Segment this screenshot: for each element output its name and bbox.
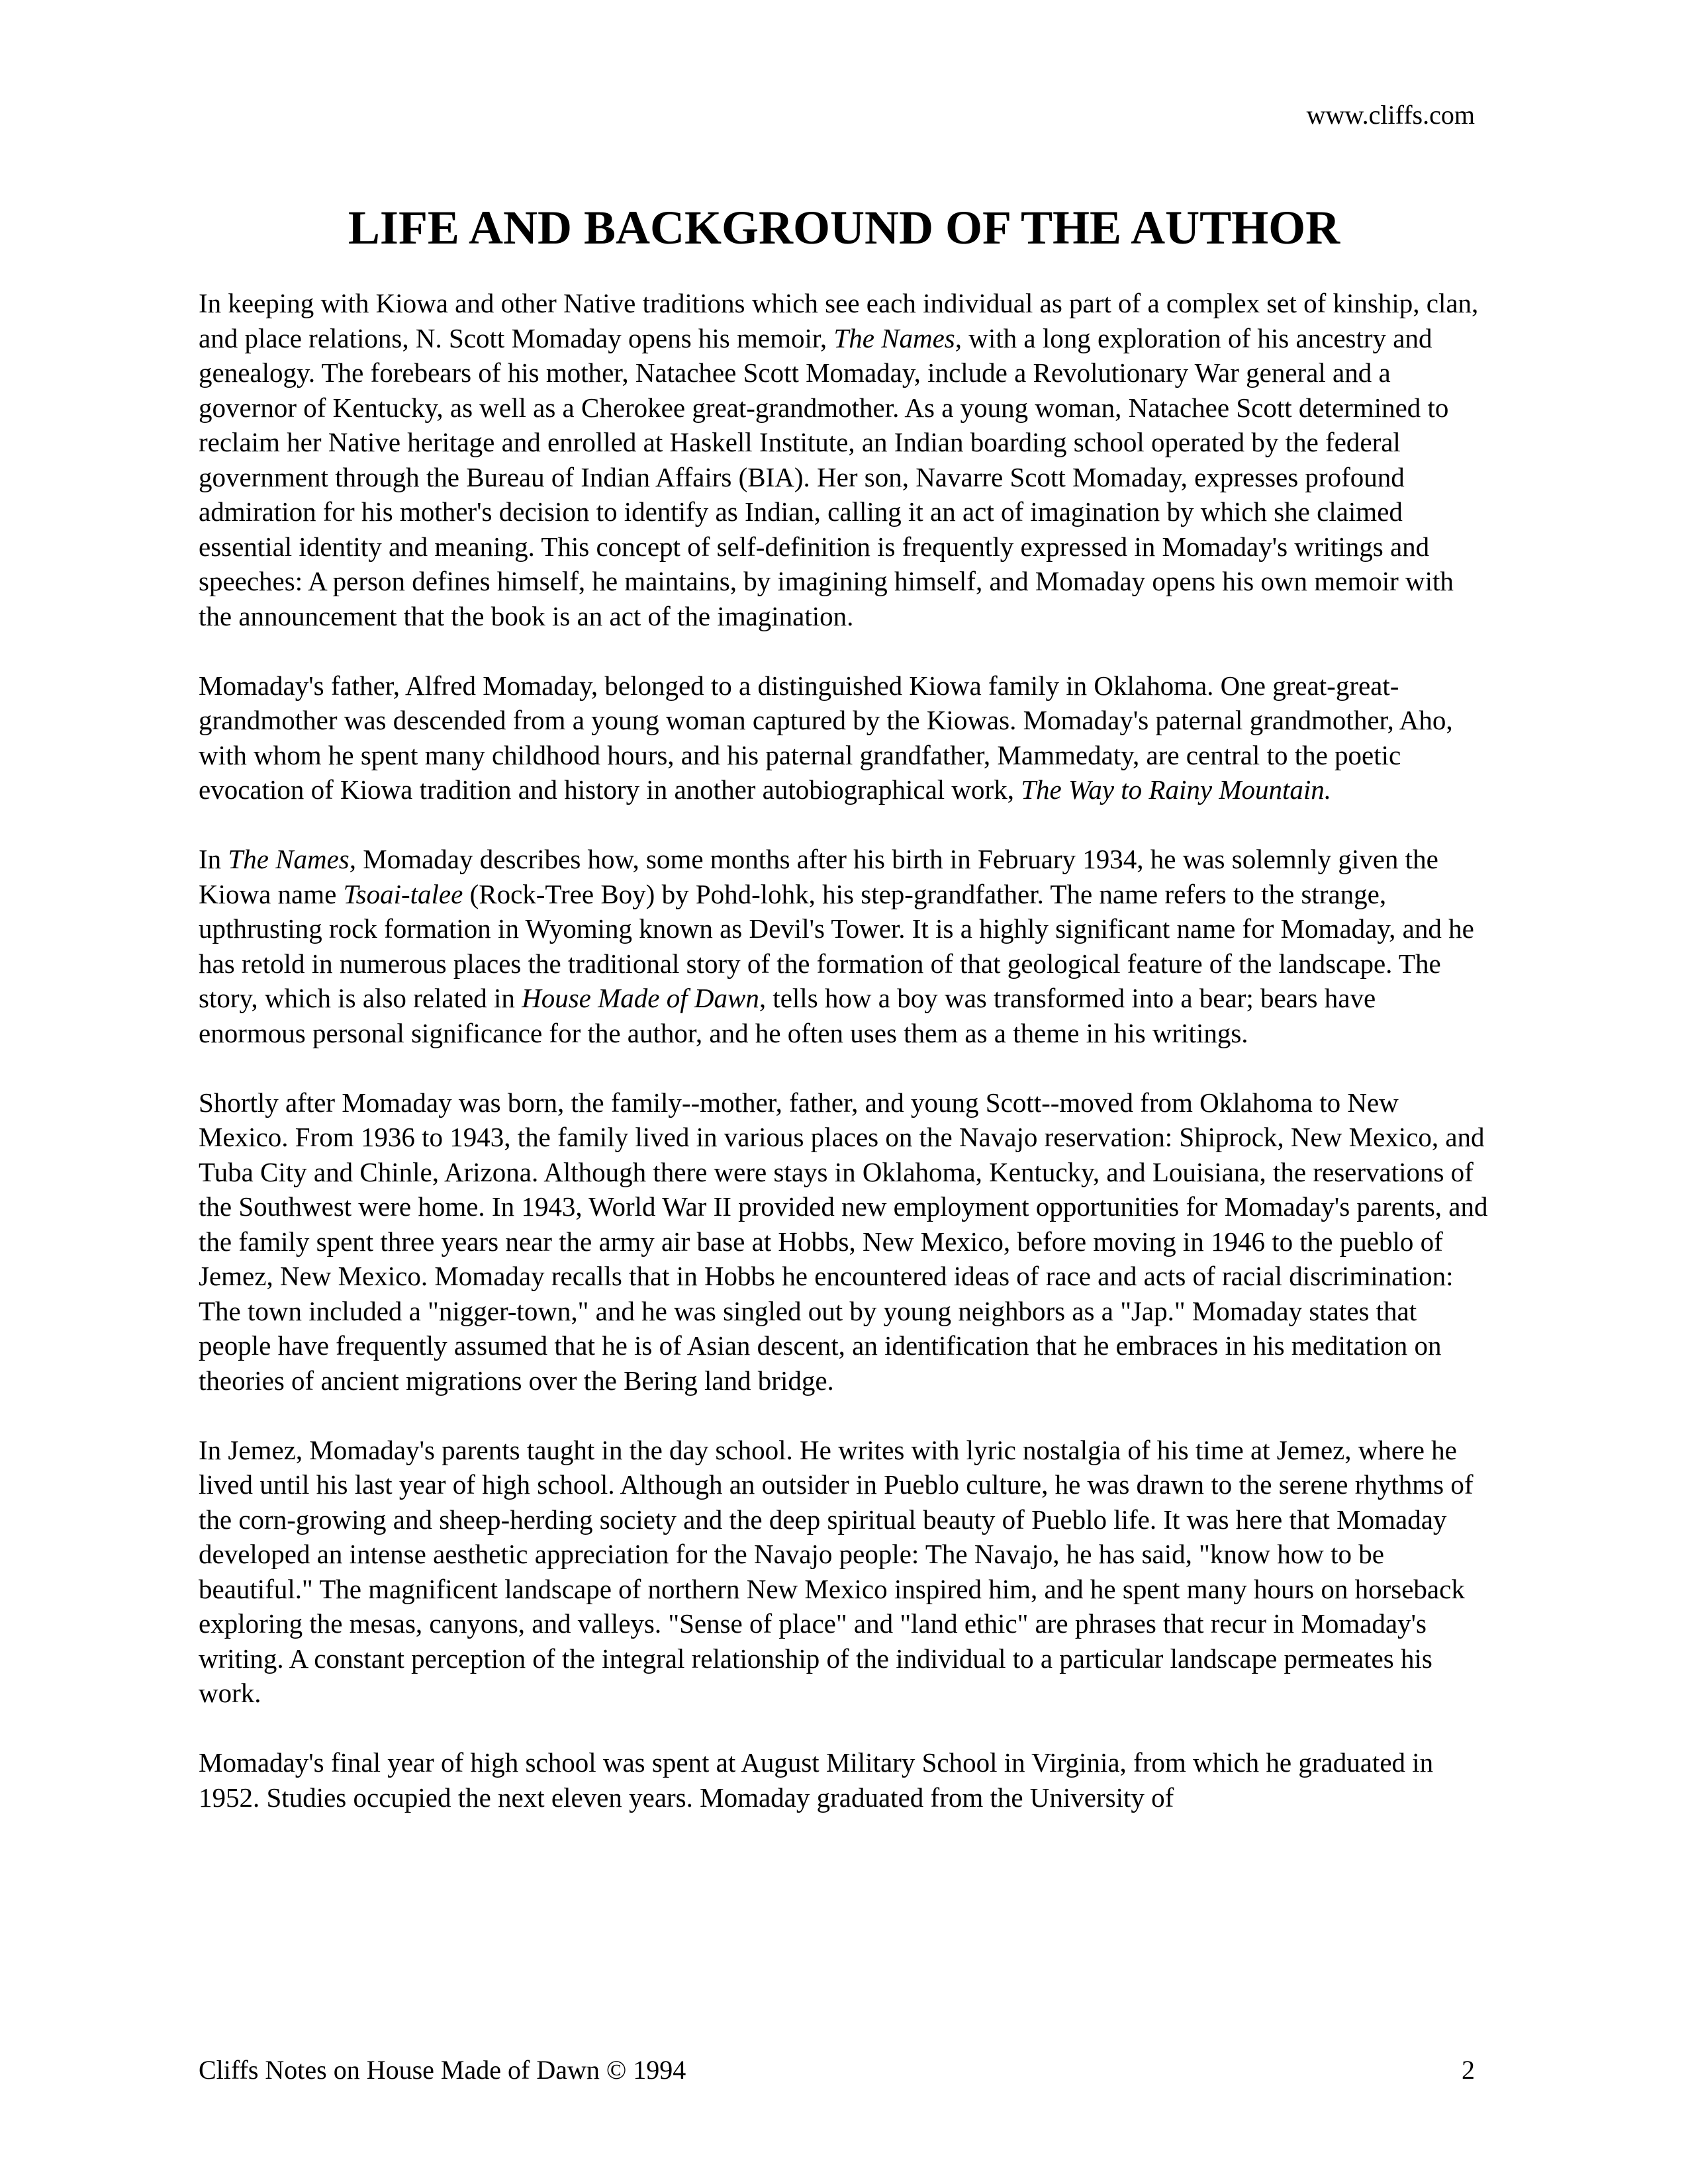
- text-segment: Momaday describes how, some months after his birth in February 1934, he was solemnly given the Kiowa name: [199, 844, 1438, 909]
- paragraph-father: [199, 668, 1489, 807]
- text-segment: Shortly after Momaday was born, the family--mother, father, and young Scott--moved from Oklahoma to New Mexico. From 1936 to 1943, the family lived in various places on the Navajo reservation: Shiprock, New Mexico, and Tuba City and Chinle, Arizona. Although there were stays in Oklahoma, Kentucky, and Louisiana, the reservations of the Southwest were home. In 1943, World War II provided new employment opportunities for Momaday's parents, and the family spent three years near the army air base at Hobbs, New Mexico, before moving in 1946 to the pueblo of Jemez, New Mexico. Momaday recalls that in Hobbs he encountered ideas of race and acts of racial discrimination: The town included a "nigger-town," and he was singled out by young neighbors as a "Jap." Momaday states that people have frequently assumed that he is of Asian descent, an identification that he embraces in his meditation on theories of ancient migrations over the Bering land bridge.: [199, 1087, 1488, 1396]
- page-number: 2: [1462, 2055, 1475, 2085]
- book-title-house-made-of-dawn: House Made of Dawn,: [522, 983, 767, 1013]
- text-segment: (Rock-Tree Boy) by Pohd-lohk, his step-grandfather. The name refers to the strange, upthrusting rock formation in Wyoming known as Devil's Tower. It is a highly significant name for Momaday, and he has retold in numerous places the traditional story of the formation of that geological feature of the landscape. The story, which is also related in: [199, 878, 1474, 1013]
- article-body: [199, 286, 1489, 1815]
- paragraph-kiowa-name: [199, 842, 1489, 1050]
- paragraph-ancestry: [199, 286, 1489, 633]
- site-url: www.cliffs.com: [1306, 100, 1475, 130]
- book-title-the-names: The Names,: [833, 322, 962, 353]
- paragraph-move-new-mexico: [199, 1085, 1489, 1398]
- text-segment: Momaday's father, Alfred Momaday, belonged to a distinguished Kiowa family in Oklahoma. One great-great-grandmother was descended from a young woman captured by the Kiowas. Momaday's paternal grandmother, Aho, with whom he spent many childhood hours, and his paternal grandfather, Mammedaty, are central to the poetic evocation of Kiowa tradition and history in another autobiographical work,: [199, 670, 1453, 805]
- text-segment: with a long exploration of his ancestry and genealogy. The forebears of his mother, Natachee Scott Momaday, include a Revolutionary War general and a governor of Kentucky, as well as a Cherokee great-grandmother. As a young woman, Natachee Scott determined to reclaim her Native heritage and enrolled at Haskell Institute, an Indian boarding school operated by the federal government through the Bureau of Indian Affairs (BIA). Her son, Navarre Scott Momaday, expresses profound admiration for his mother's decision to identify as Indian, calling it an act of imagination by which she claimed essential identity and meaning. This concept of self-definition is frequently expressed in Momaday's writings and speeches: A person defines himself, he maintains, by imagining himself, and Momaday opens his own memoir with the announcement that the book is an act of the imagination.: [199, 322, 1454, 631]
- book-title-rainy-mountain: The Way to Rainy Mountain.: [1021, 774, 1332, 805]
- paragraph-high-school: [199, 1745, 1489, 1815]
- paragraph-jemez: [199, 1433, 1489, 1711]
- text-segment: In Jemez, Momaday's parents taught in the day school. He writes with lyric nostalgia of his time at Jemez, where he lived until his last year of high school. Although an outsider in Pueblo culture, he was drawn to the serene rhythms of the corn-growing and sheep-herding society and the deep spiritual beauty of Pueblo life. It was here that Momaday developed an intense aesthetic appreciation for the Navajo people: The Navajo, he has said, "know how to be beautiful." The magnificent landscape of northern New Mexico inspired him, and he spent many hours on horseback exploring the mesas, canyons, and valleys. "Sense of place" and "land ethic" are phrases that recur in Momaday's writing. A constant perception of the integral relationship of the individual to a particular landscape permeates his work.: [199, 1434, 1474, 1708]
- footer-book-title: Cliffs Notes on House Made of Dawn © 1994: [199, 2055, 686, 2085]
- book-title-the-names: The Names,: [228, 844, 357, 874]
- kiowa-name: Tsoai-talee: [343, 878, 463, 909]
- text-segment: tells how a boy was transformed into a bear; bears have enormous personal significance for the author, and he often uses them as a theme in his writings.: [199, 983, 1376, 1048]
- text-segment: Momaday's final year of high school was spent at August Military School in Virginia, from which he graduated in 1952. Studies occupied the next eleven years. Momaday graduated from the University of: [199, 1747, 1434, 1813]
- text-segment: In: [199, 844, 228, 874]
- page-title: LIFE AND BACKGROUND OF THE AUTHOR: [348, 201, 1340, 254]
- text-segment: In keeping with Kiowa and other Native traditions which see each individual as part of a complex set of kinship, clan, and place relations, N. Scott Momaday opens his memoir,: [199, 288, 1479, 353]
